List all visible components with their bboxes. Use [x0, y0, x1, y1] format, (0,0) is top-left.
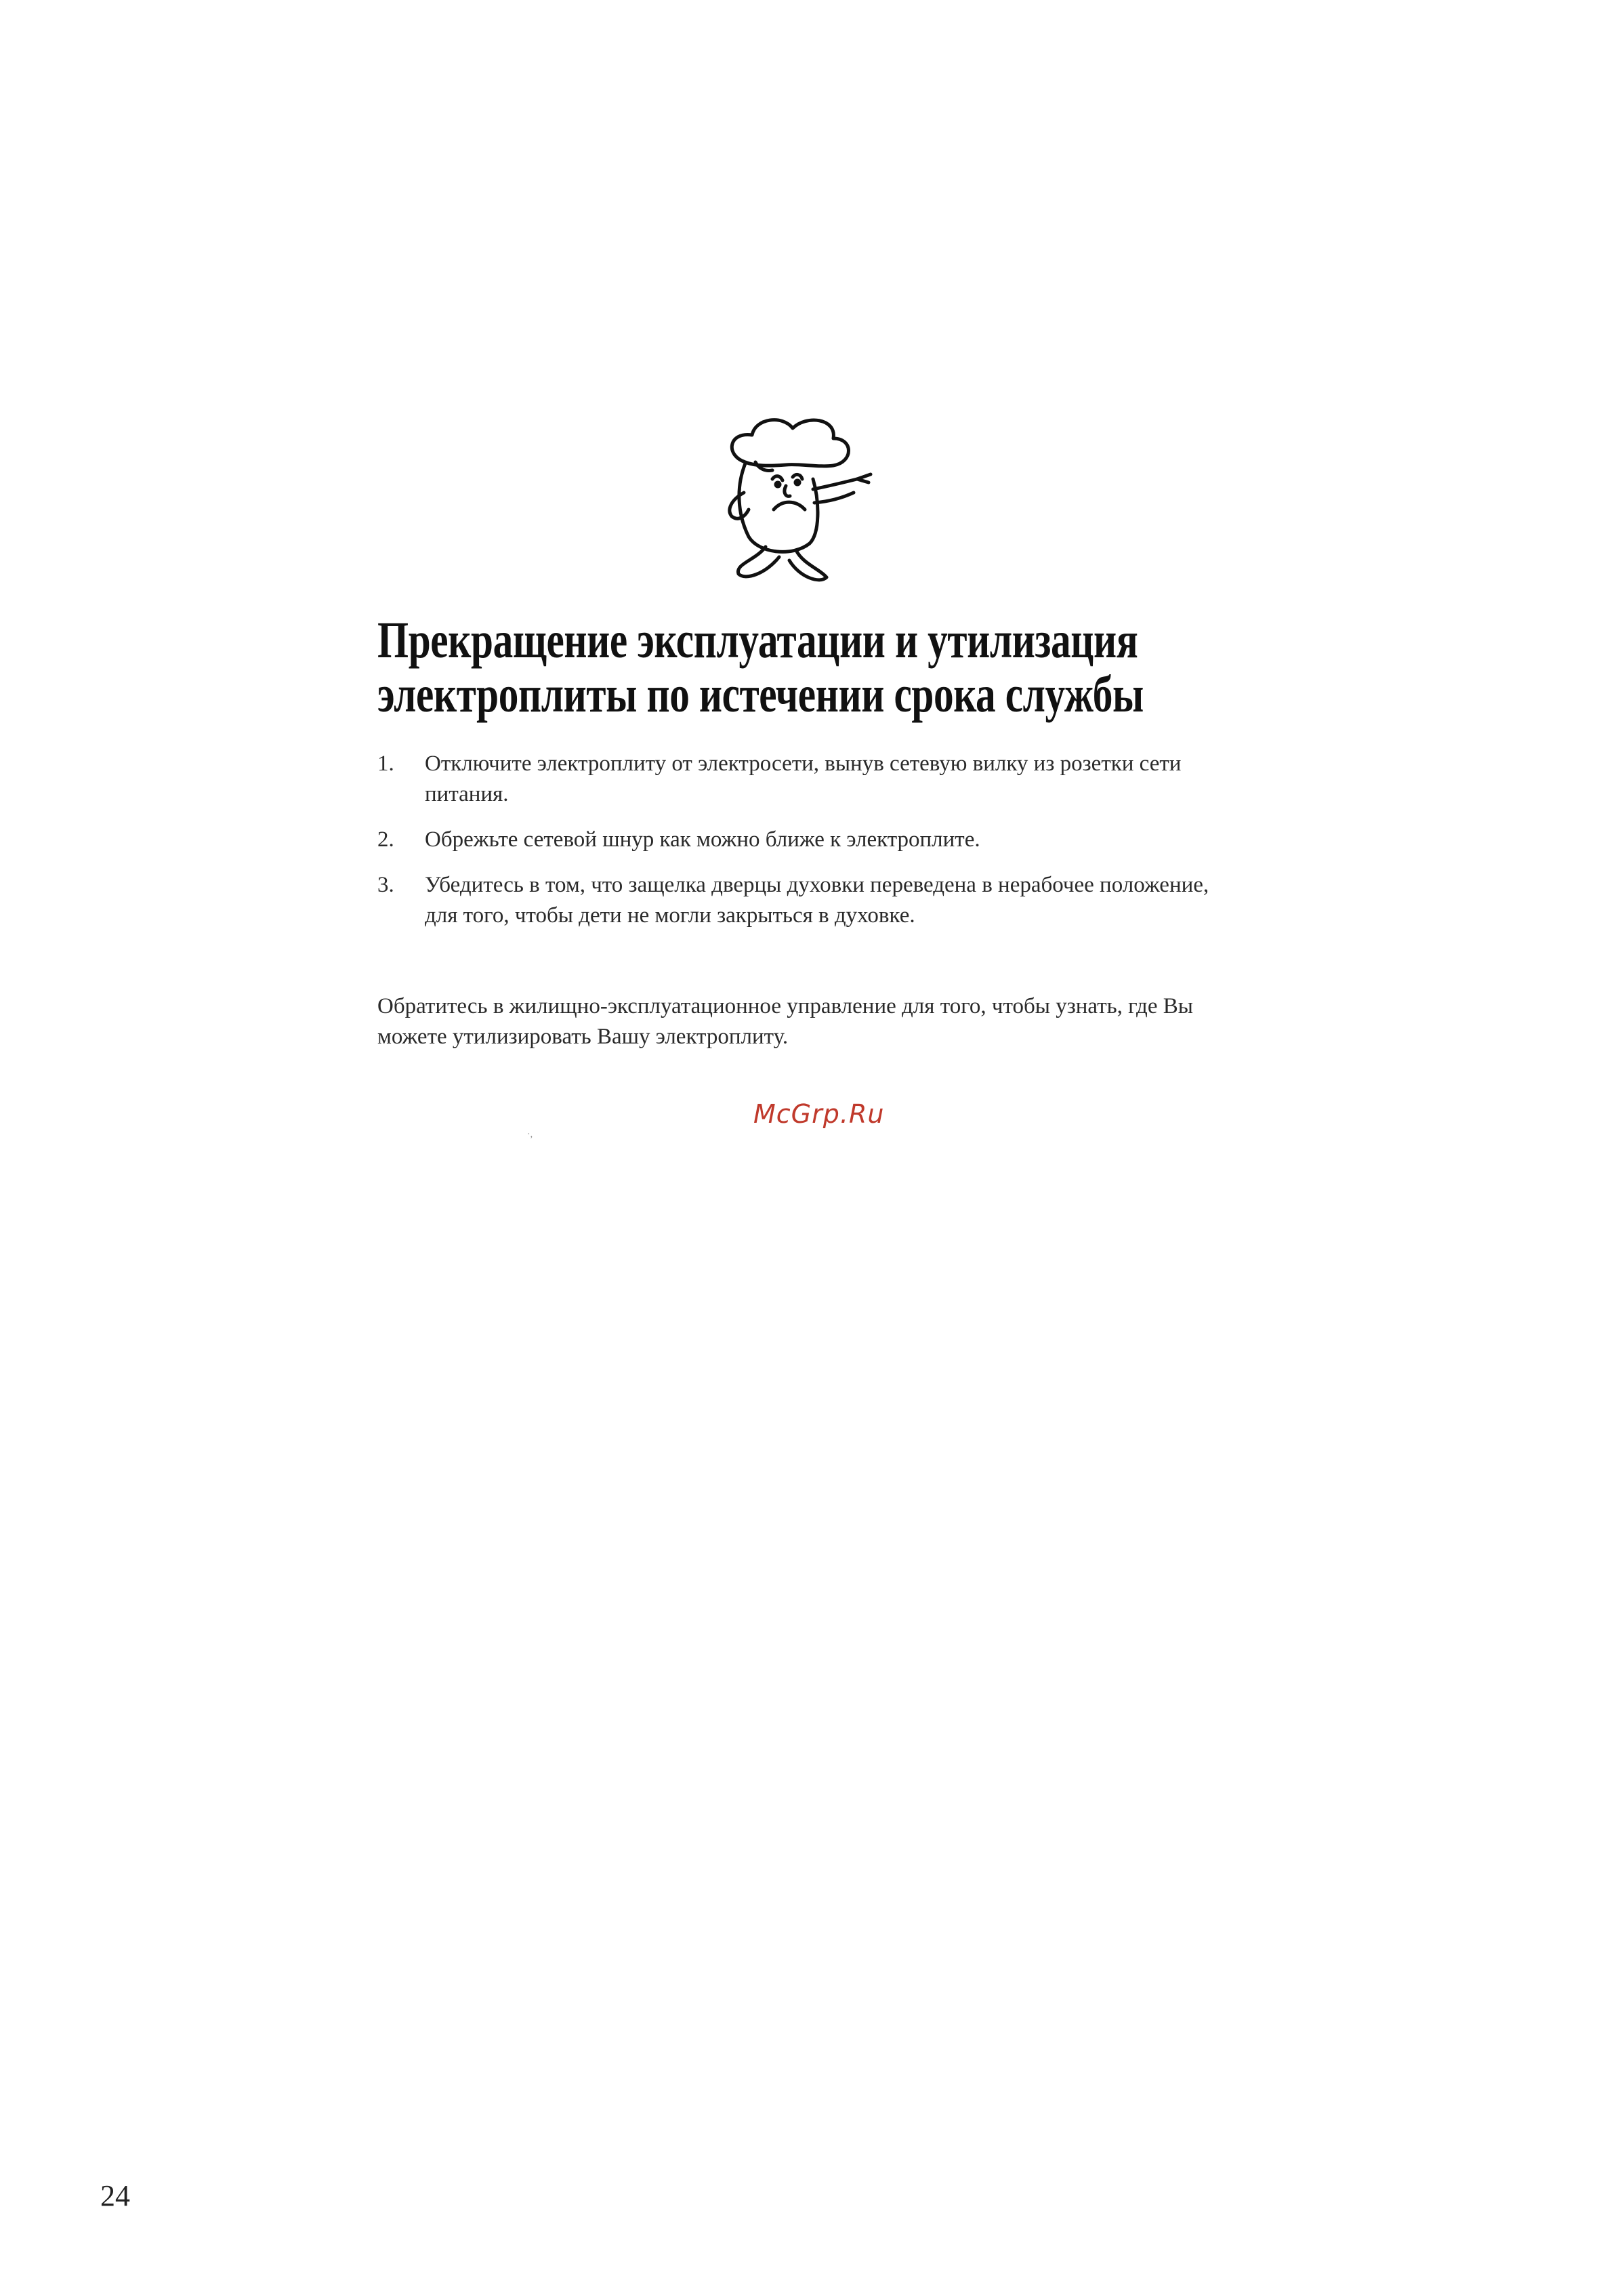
page-title — [377, 612, 1144, 723]
watermark-text: McGrp.Ru — [753, 1099, 885, 1129]
disposal-note-paragraph: Обратитесь в жилищно-эксплуатационное управление для того, чтобы узнать, где Вы можете утилизировать Вашу электроплиту. — [377, 994, 1193, 1049]
scan-speck: ·, — [527, 1130, 533, 1140]
chef-mascot-icon — [718, 415, 894, 584]
page-title-line-1: Прекращение эксплуатации и утилизация — [377, 612, 1138, 669]
step-text: Отключите электроплиту от электросети, вынув сетевую вилку из розетки сети питания. — [425, 751, 1182, 806]
step-number: 1. — [377, 751, 394, 776]
list-item — [377, 749, 1217, 810]
disposal-steps-list — [377, 749, 1217, 946]
step-text: Убедитесь в том, что защелка дверцы духовки переведена в нерабочее положение, для того, чтобы дети не могли закрыться в духовке. — [425, 873, 1209, 928]
step-text: Обрежьте сетевой шнур как можно ближе к электроплите. — [425, 827, 980, 852]
list-item — [377, 825, 1217, 855]
step-number: 2. — [377, 827, 394, 852]
step-number: 3. — [377, 873, 394, 897]
list-item — [377, 870, 1217, 931]
page-title-line-2: электроплиты по истечении срока службы — [377, 666, 1144, 723]
page-number: 24 — [100, 2179, 130, 2212]
